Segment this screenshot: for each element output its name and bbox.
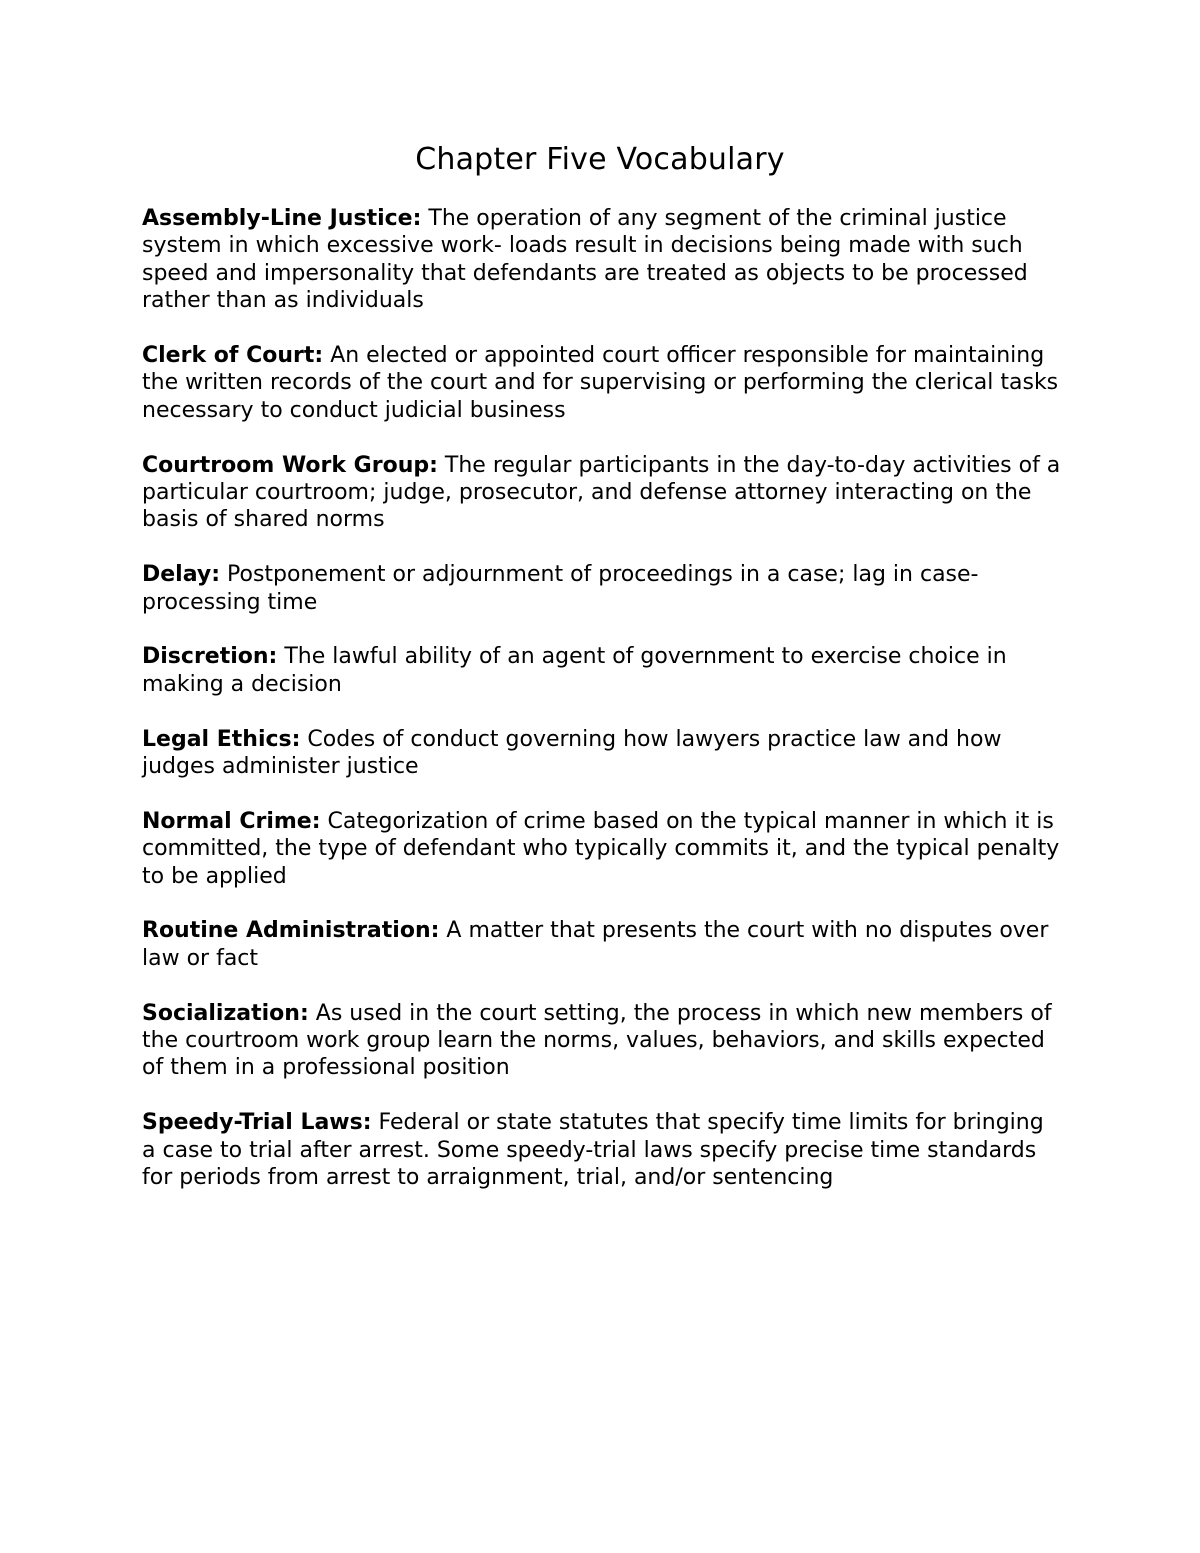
vocabulary-term: Routine Administration: (142, 918, 440, 944)
vocabulary-definition: The lawful ability of an agent of government to exercise choice in making a decision (142, 644, 1007, 697)
vocabulary-entry (142, 342, 1062, 424)
vocabulary-entry (142, 917, 1062, 972)
vocabulary-term: Speedy-Trial Laws: (142, 1110, 372, 1136)
vocabulary-entry (142, 726, 1062, 781)
vocabulary-entry (142, 643, 1062, 698)
vocabulary-term: Socialization: (142, 1000, 309, 1026)
vocabulary-entry (142, 205, 1062, 315)
vocabulary-entry (142, 1109, 1062, 1191)
vocabulary-entry (142, 1000, 1062, 1082)
vocabulary-definition: The operation of any segment of the criminal justice system in which excessive work- loads result in decisions being made with such speed and impersonality that defendants are treated as objects to be processed rather than as individuals (142, 206, 1028, 314)
vocabulary-definition: A matter that presents the court with no disputes over law or fact (142, 918, 1049, 971)
vocabulary-entry (142, 561, 1062, 616)
vocabulary-definition: An elected or appointed court officer responsible for maintaining the written records of the court and for supervising or performing the clerical tasks necessary to conduct judicial business (142, 343, 1059, 423)
vocabulary-definition: The regular participants in the day-to-day activities of a particular courtroom; judge, prosecutor, and defense attorney interacting on the basis of shared norms (142, 452, 1061, 533)
vocabulary-term: Clerk of Court: (142, 343, 324, 369)
vocabulary-term: Normal Crime: (142, 808, 321, 834)
vocabulary-term: Assembly-Line Justice: (142, 206, 422, 231)
page-title: Chapter Five Vocabulary (415, 142, 785, 177)
vocabulary-definition: As used in the court setting, the process in which new members of the courtroom work group learn the norms, values, behaviors, and skills expected of them in a professional position (142, 1000, 1052, 1081)
vocabulary-term: Legal Ethics: (142, 726, 301, 752)
vocabulary-definition: Categorization of crime based on the typical manner in which it is committed, the type of defendant who typically commits it, and the typical penalty to be applied (142, 808, 1060, 889)
vocabulary-entry (142, 452, 1062, 534)
vocabulary-definition: Postponement or adjournment of proceedings in a case; lag in case-processing time (142, 562, 979, 615)
vocabulary-definition: Codes of conduct governing how lawyers practice law and how judges administer justice (142, 726, 1002, 780)
vocabulary-term: Discretion: (142, 644, 278, 670)
vocabulary-term: Delay: (142, 562, 221, 588)
vocabulary-entry (142, 808, 1062, 890)
vocabulary-term: Courtroom Work Group: (142, 452, 438, 478)
vocabulary-list (142, 205, 1062, 1219)
vocabulary-definition: Federal or state statutes that specify time limits for bringing a case to trial after arrest. Some speedy-trial laws specify precise time standards for periods from arrest to arraignment, trial, and/or sentencing (142, 1110, 1044, 1191)
